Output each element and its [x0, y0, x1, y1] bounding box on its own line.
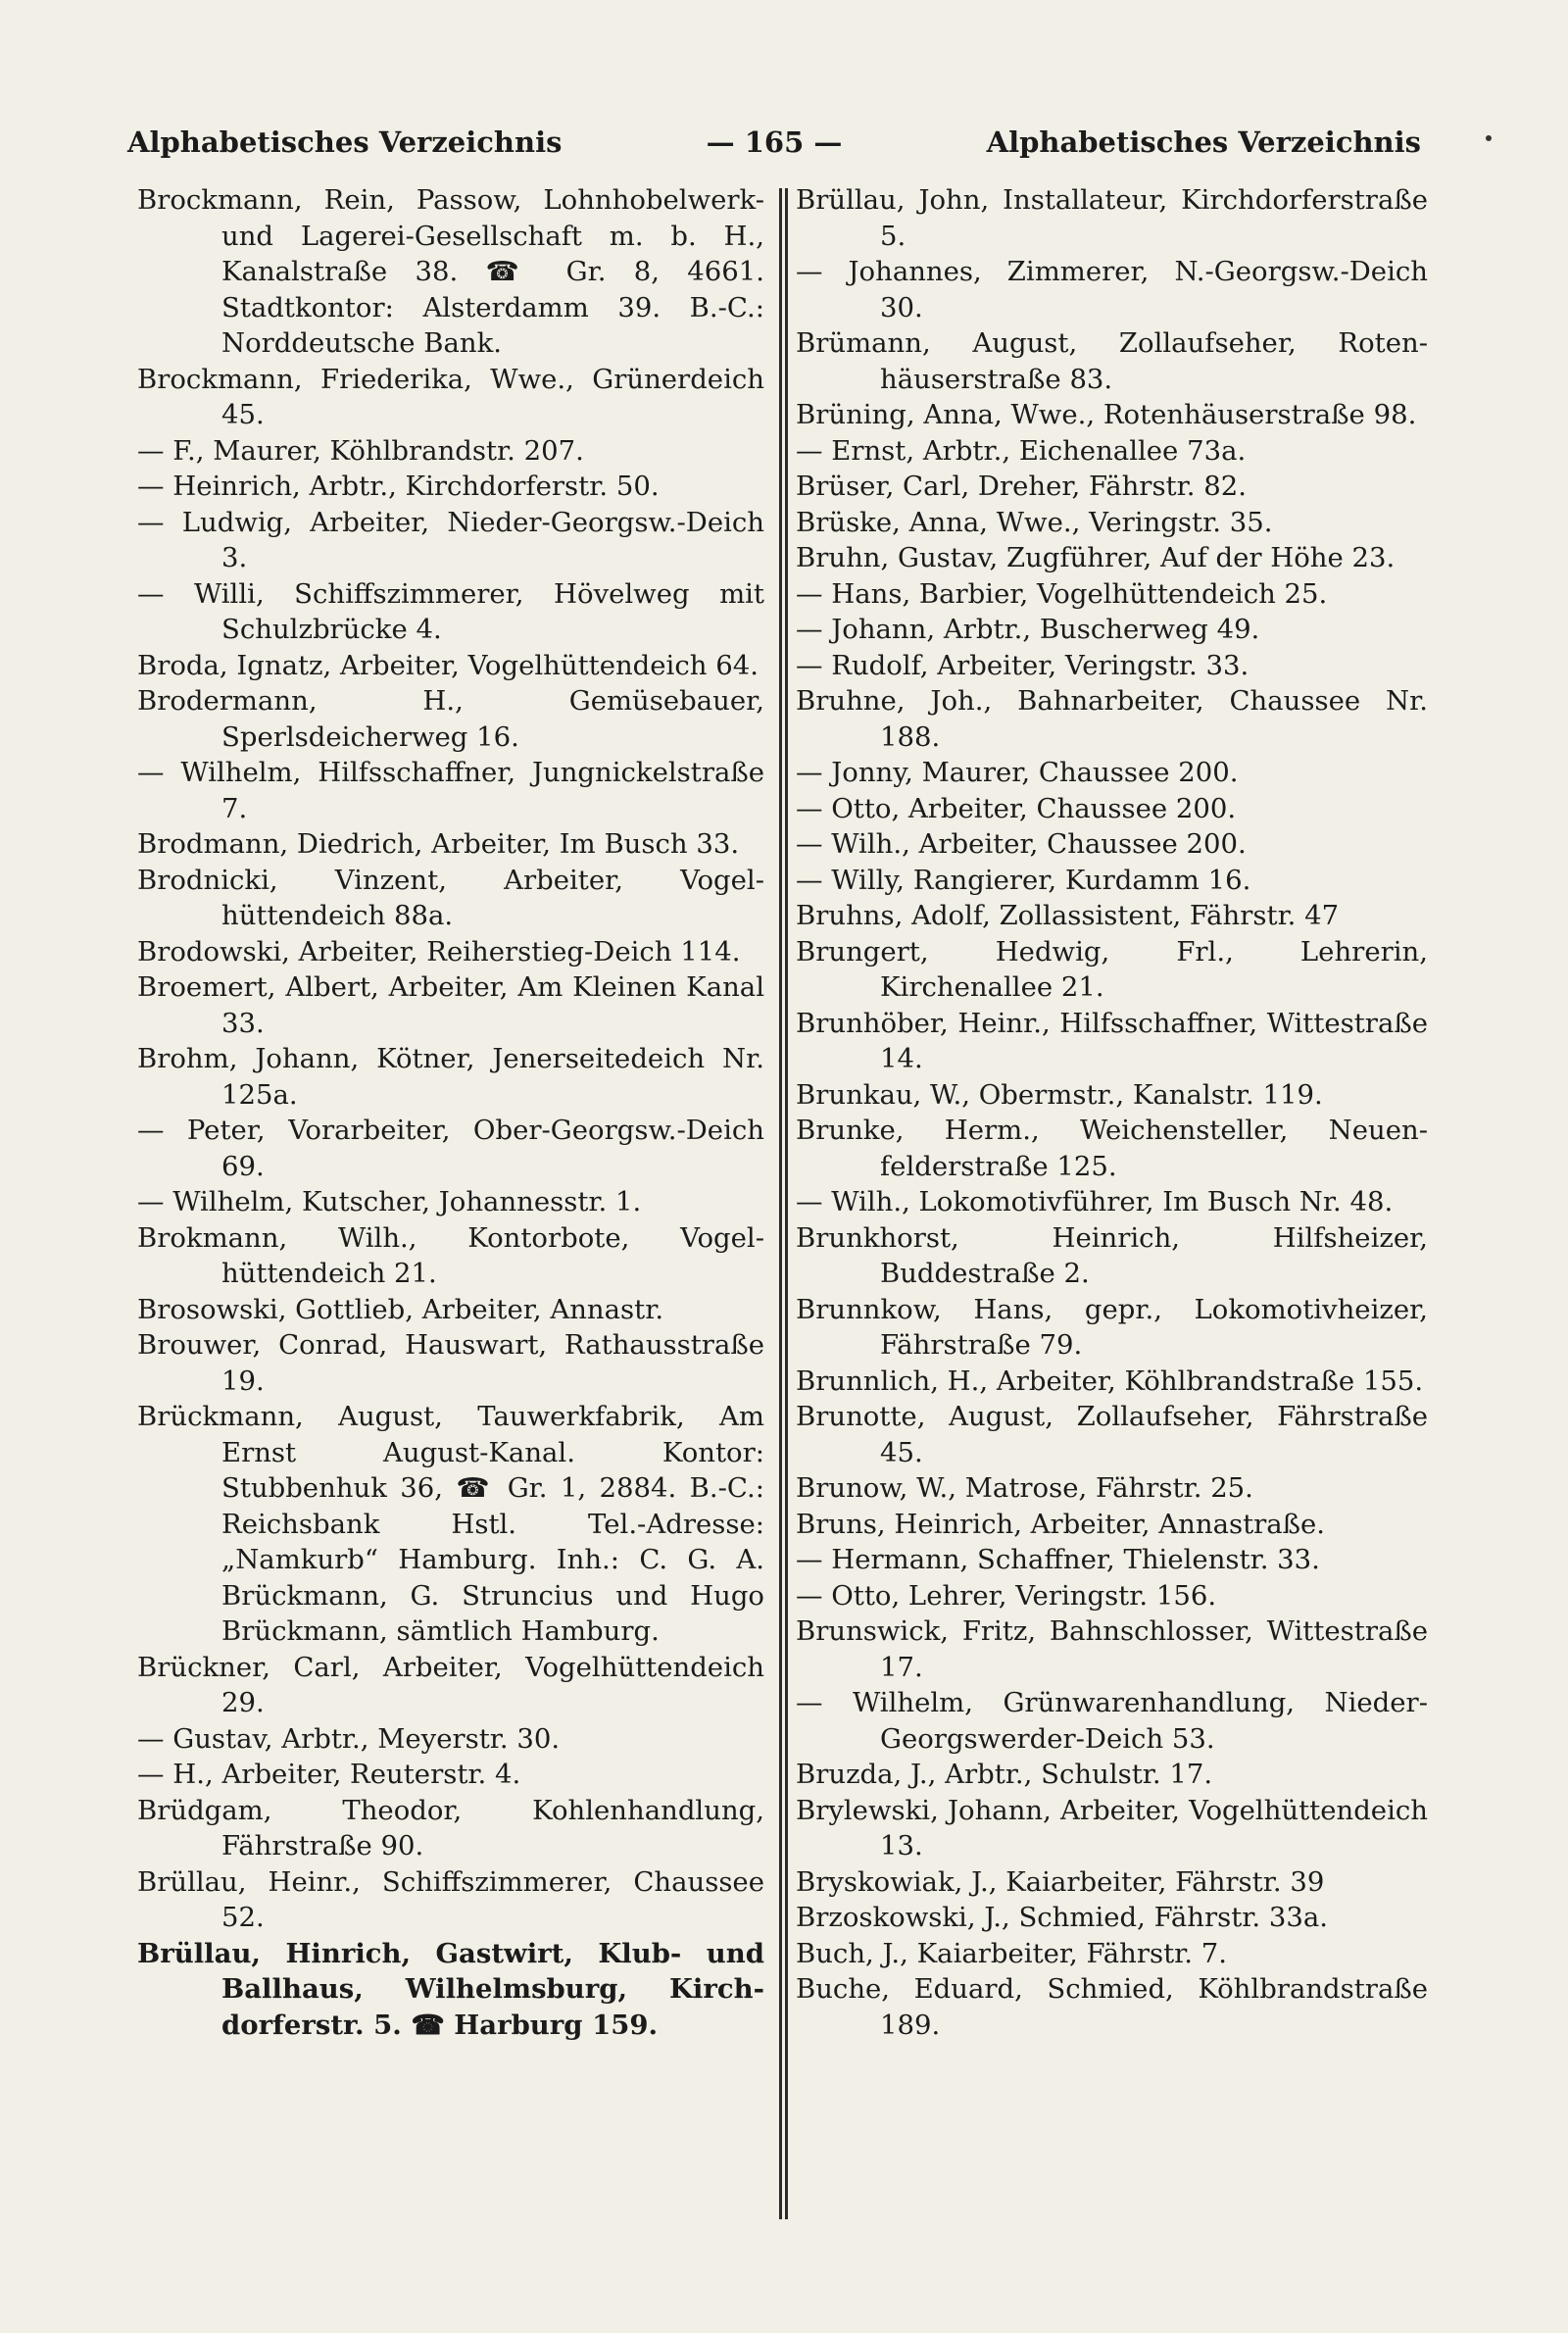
directory-entry: Bruhns, Adolf, Zollassistent, Fährstr. 47 — [796, 900, 1340, 931]
directory-entry: Brodowski, Arbeiter, Reiherstieg-Deich 114. — [137, 935, 741, 968]
directory-entry: Brouwer, Conrad, Hauswart, Rathausstraße 19. — [137, 1329, 764, 1397]
directory-entry: — Wilhelm, Grünwarenhandlung, Nieder-Georgswerder-Deich 53. — [796, 1687, 1428, 1755]
directory-entry: Brohm, Johann, Kötner, Jenerseitedeich Nr. 125a. — [137, 1043, 764, 1111]
directory-entry: Brokmann, Wilh., Kontorbote, Vogelhüttendeich 21. — [137, 1221, 764, 1289]
directory-entry: Brüdgam, Theodor, Kohlenhandlung, Fährstraße 90. — [137, 1794, 764, 1861]
directory-entry: — Peter, Vorarbeiter, Ober-Georgsw.-Deich 69. — [137, 1115, 764, 1182]
column-rule-right — [785, 188, 788, 2219]
ink-dot — [1486, 135, 1492, 141]
directory-entry: — Jonny, Maurer, Chaussee 200. — [796, 757, 1239, 788]
directory-entry: — Johann, Arbtr., Buscherweg 49. — [796, 614, 1260, 645]
directory-entry: Brüser, Carl, Dreher, Fährstr. 82. — [796, 471, 1247, 502]
directory-entry: — Rudolf, Arbeiter, Veringstr. 33. — [796, 649, 1250, 681]
directory-entry: Brunkau, W., Obermstr., Kanalstr. 119. — [796, 1078, 1323, 1111]
directory-entry: Brüske, Anna, Wwe., Veringstr. 35. — [796, 506, 1273, 538]
header-left: Alphabetisches Verzeichnis — [127, 125, 563, 159]
directory-entry: Brodnicki, Vinzent, Arbeiter, Vogelhüttendeich 88a. — [137, 864, 764, 931]
directory-entry: Brzoskowski, J., Schmied, Fährstr. 33a. — [796, 1902, 1328, 1933]
directory-entry: Brunotte, August, Zollaufseher, Fährstraße 45. — [796, 1401, 1428, 1468]
directory-entry-bold: Brüllau, Hinrich, Gastwirt, Klub- und Ballhaus, Wilhelmsburg, Kirchdorferstr. 5. ☎ Harburg 159. — [137, 1937, 764, 2041]
directory-entry: — Wilhelm, Kutscher, Johannesstr. 1. — [137, 1186, 642, 1217]
directory-entry: — Johannes, Zimmerer, N.-Georgsw.-Deich 30. — [796, 256, 1428, 323]
directory-entry: Brunow, W., Matrose, Fährstr. 25. — [796, 1472, 1253, 1504]
directory-entry: — Otto, Arbeiter, Chaussee 200. — [796, 792, 1237, 824]
directory-entry: Brunkhorst, Heinrich, Hilfsheizer, Buddestraße 2. — [796, 1221, 1428, 1289]
directory-entry: Brunhöber, Heinr., Hilfsschaffner, Wittestraße 14. — [796, 1007, 1428, 1074]
column-rule-left — [779, 188, 782, 2219]
directory-entry: — Wilh., Lokomotivführer, Im Busch Nr. 48. — [796, 1186, 1394, 1217]
directory-entry: Bruhn, Gustav, Zugführer, Auf der Höhe 23. — [796, 542, 1396, 573]
directory-entry: Bruzda, J., Arbtr., Schulstr. 17. — [796, 1759, 1213, 1790]
page-number: — 165 — — [706, 125, 843, 159]
directory-entry: Brüllau, Heinr., Schiffszimmerer, Chaussee 52. — [137, 1865, 764, 1933]
directory-entry: Bruhne, Joh., Bahnarbeiter, Chaussee Nr. 188. — [796, 685, 1428, 753]
directory-entry: Brüllau, John, Installateur, Kirchdorferstraße 5. — [796, 184, 1428, 252]
directory-entry: Brüning, Anna, Wwe., Rotenhäuserstraße 98. — [796, 399, 1417, 430]
directory-entry: Brunke, Herm., Weichensteller, Neuenfelderstraße 125. — [796, 1115, 1428, 1182]
directory-entry: — Ludwig, Arbeiter, Nieder-Georgsw.-Deich 3. — [137, 506, 764, 573]
directory-entry: — Ernst, Arbtr., Eichenallee 73a. — [796, 434, 1247, 467]
directory-entry: — F., Maurer, Köhlbrandstr. 207. — [137, 434, 584, 467]
directory-entry: Brylewski, Johann, Arbeiter, Vogelhüttendeich 13. — [796, 1794, 1428, 1861]
header-right: Alphabetisches Verzeichnis — [986, 125, 1421, 159]
directory-entry: Brosowski, Gottlieb, Arbeiter, Annastr. — [137, 1293, 664, 1325]
directory-entry: — Hans, Barbier, Vogelhüttendeich 25. — [796, 577, 1328, 610]
directory-entry: Brückner, Carl, Arbeiter, Vogelhüttendeich 29. — [137, 1651, 764, 1718]
right-column — [796, 182, 1428, 2043]
directory-entry: — Willy, Rangierer, Kurdamm 16. — [796, 864, 1251, 896]
directory-entry: — H., Arbeiter, Reuterstr. 4. — [137, 1759, 521, 1790]
directory-entry: Brungert, Hedwig, Frl., Lehrerin, Kirchenallee 21. — [796, 935, 1428, 1003]
directory-entry: Buche, Eduard, Schmied, Köhlbrandstraße 189. — [796, 1973, 1428, 2041]
directory-entry: Brunnkow, Hans, gepr., Lokomotivheizer, Fährstraße 79. — [796, 1293, 1428, 1361]
page-header — [127, 125, 1421, 165]
directory-entry: — Wilhelm, Hilfsschaffner, Jungnickelstraße 7. — [137, 757, 764, 824]
directory-entry: — Hermann, Schaffner, Thielenstr. 33. — [796, 1544, 1320, 1575]
directory-entry: Buch, J., Kaiarbeiter, Fährstr. 7. — [796, 1937, 1227, 1969]
left-column — [137, 182, 764, 2043]
directory-entry: — Gustav, Arbtr., Meyerstr. 30. — [137, 1722, 561, 1755]
directory-entry: Brodmann, Diedrich, Arbeiter, Im Busch 33. — [137, 828, 740, 860]
directory-entry: — Wilh., Arbeiter, Chaussee 200. — [796, 828, 1247, 860]
directory-entry: — Willi, Schiffszimmerer, Hövelweg mit Schulzbrücke 4. — [137, 577, 764, 645]
directory-entry: Brückmann, August, Tauwerkfabrik, Am Ernst August-Kanal. Kontor: Stubbenhuk 36, ☎ Gr. 1, 2884. B.-C.: Reichsbank Hstl. Tel.-Adresse: „Namkurb“ Hamburg. Inh.: C. G. A. Brückmann, G. Struncius und Hugo Brückmann, sämtlich Hamburg. — [137, 1401, 764, 1647]
directory-entry: Bruns, Heinrich, Arbeiter, Annastraße. — [796, 1508, 1326, 1540]
directory-entry: Broemert, Albert, Arbeiter, Am Kleinen Kanal 33. — [137, 971, 764, 1039]
directory-entry: Brunswick, Fritz, Bahnschlosser, Wittestraße 17. — [796, 1615, 1428, 1683]
directory-entry: Brümann, August, Zollaufseher, Rotenhäuserstraße 83. — [796, 327, 1428, 395]
directory-entry: Brodermann, H., Gemüsebauer, Sperlsdeicherweg 16. — [137, 685, 764, 753]
directory-entry: — Heinrich, Arbtr., Kirchdorferstr. 50. — [137, 471, 660, 502]
directory-entry: Broda, Ignatz, Arbeiter, Vogelhüttendeich 64. — [137, 649, 759, 681]
directory-entry: Brockmann, Rein, Passow, Lohnhobelwerk- und Lagerei-Gesellschaft m. b. H., Kanalstraße 38. ☎ Gr. 8, 4661. Stadtkontor: Alsterdamm 39. B.-C.: Norddeutsche Bank. — [137, 184, 764, 359]
directory-entry: Bryskowiak, J., Kaiarbeiter, Fährstr. 39 — [796, 1865, 1325, 1898]
directory-entry: Brockmann, Friederika, Wwe., Grünerdeich 45. — [137, 363, 764, 430]
directory-entry: — Otto, Lehrer, Veringstr. 156. — [796, 1579, 1217, 1612]
directory-entry: Brunnlich, H., Arbeiter, Köhlbrandstraße 155. — [796, 1365, 1424, 1397]
